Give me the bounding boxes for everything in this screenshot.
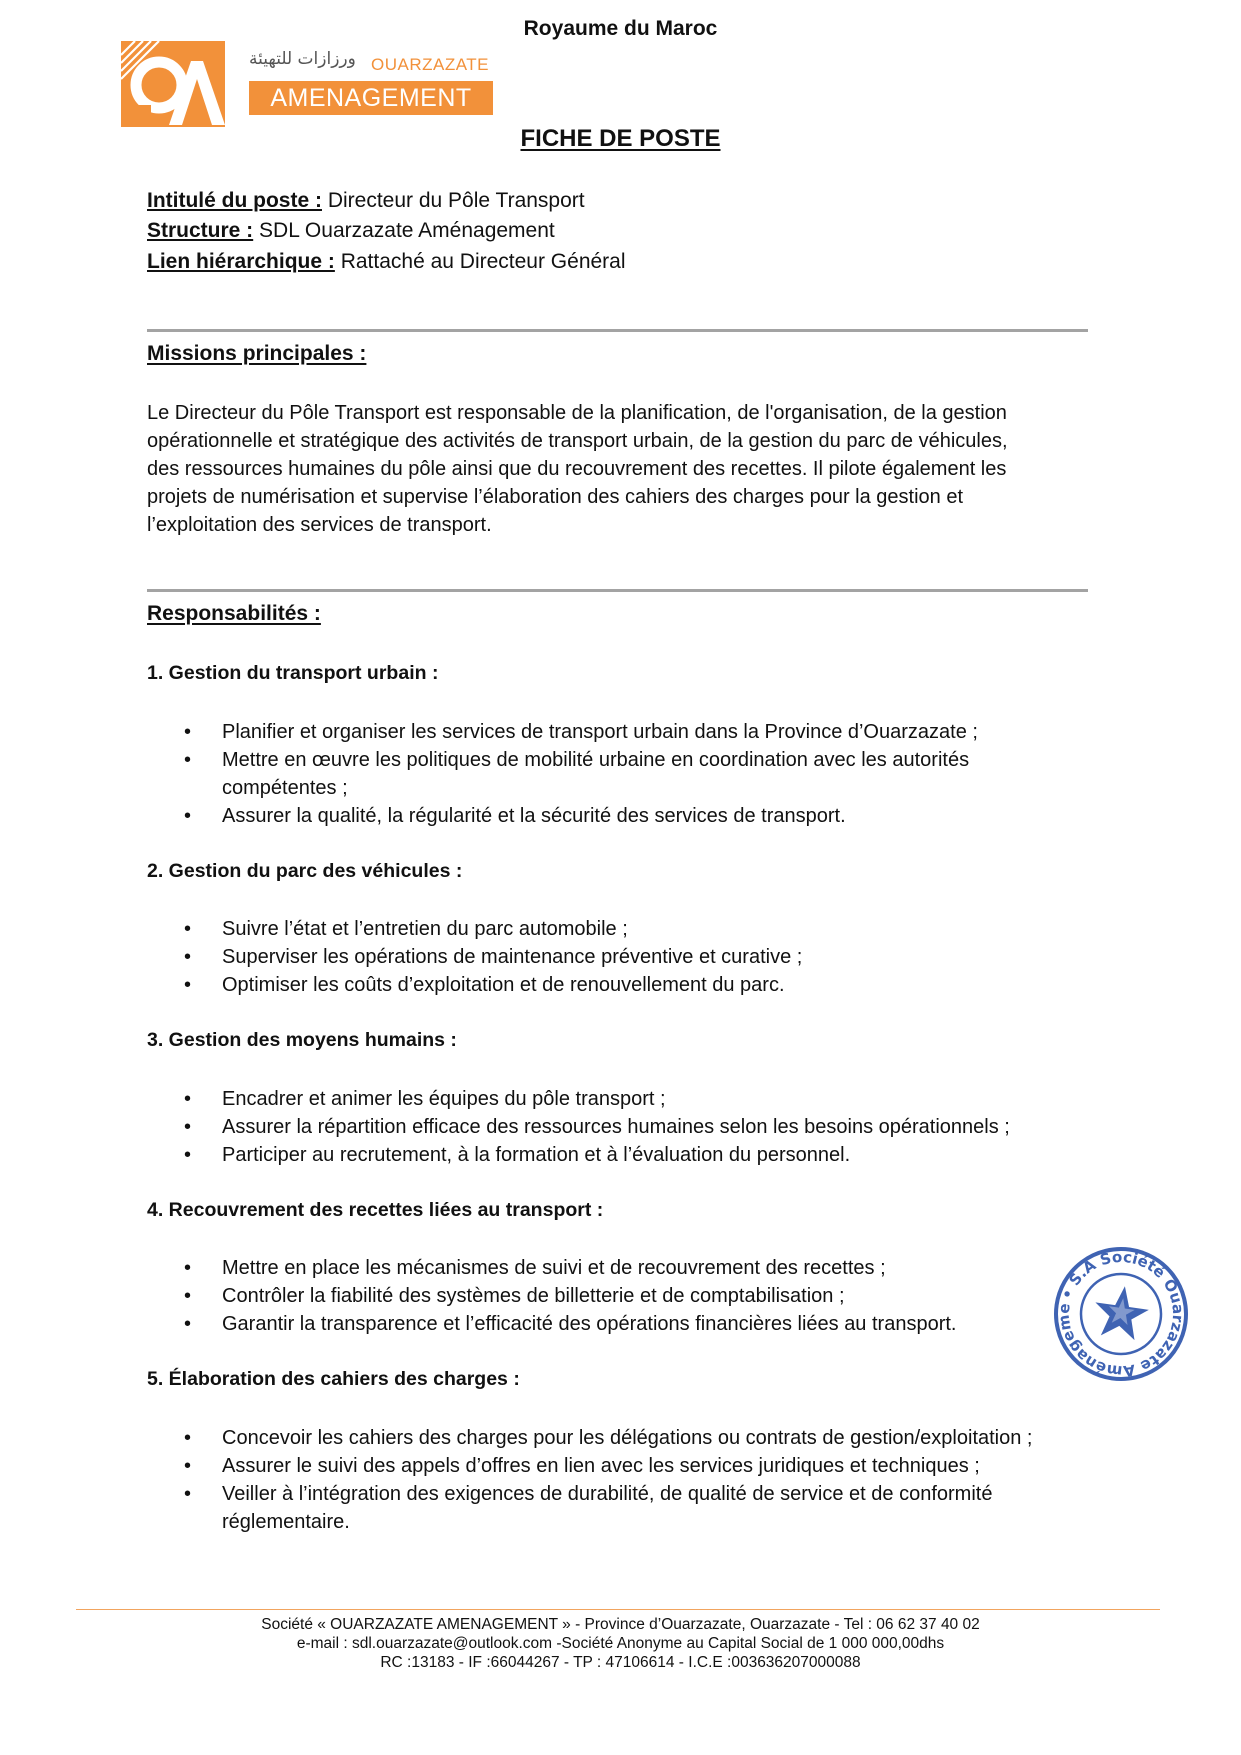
meta-label: Structure : [147,219,254,242]
list-item-line: • Assurer la qualité, la régularité et la sécurité des services de transport. [222,805,846,827]
footer-line: RC :13183 - IF :66044267 - TP : 47106614 - I.C.E :003636207000088 [380,1654,861,1671]
meta-label: Lien hiérarchique : [147,250,335,273]
logo-city-text: OUARZAZATE [371,55,490,74]
list-item [222,1113,1092,1141]
responsibility-section-title: 3. Gestion des moyens humains : [147,1029,457,1051]
footer-line: e-mail : sdl.ouarzazate@outlook.com -Société Anonyme au Capital Social de 1 000 000,00dhs [296,1635,945,1652]
list-item-line: • Assurer le suivi des appels d’offres en lien avec les services juridiques et techniques ; [222,1455,980,1477]
missions-line: l’exploitation des services de transport. [147,514,492,536]
meta-row-poste [147,189,585,213]
list-item-line: • Mettre en place les mécanismes de suivi et de recouvrement des recettes ; [222,1257,886,1279]
responsibilities-heading: Responsabilités : [147,602,321,625]
responsibility-section-title: 4. Recouvrement des recettes liées au transport : [147,1199,604,1221]
list-item-line: compétentes ; [222,777,348,799]
responsibility-section-title: 2. Gestion du parc des véhicules : [147,860,463,882]
logo-name-text: AMENAGEMENT [249,81,493,115]
list-item-line: • Contrôler la fiabilité des systèmes de billetterie et de comptabilisation ; [222,1285,845,1307]
section-divider [147,589,1088,592]
list-item [222,1141,1092,1169]
list-item [222,802,1092,830]
missions-line: projets de numérisation et supervise l’élaboration des cahiers des charges pour la gestion et [147,486,964,508]
list-item-line: • Planifier et organiser les services de transport urbain dans la Province d’Ouarzazate ; [222,721,978,743]
missions-line: des ressources humaines du pôle ainsi que du recouvrement des recettes. Il pilote également les [147,458,1007,480]
company-logo [121,41,493,127]
meta-value: Directeur du Pôle Transport [321,189,585,212]
kingdom-heading: Royaume du Maroc [523,17,718,40]
list-item [222,718,1092,746]
meta-value: SDL Ouarzazate Aménagement [253,219,555,242]
list-item [222,943,1092,971]
list-item-line: • Concevoir les cahiers des charges pour les délégations ou contrats de gestion/exploitation ; [222,1427,1033,1449]
list-item [222,1310,1092,1338]
list-item-line: • Encadrer et animer les équipes du pôle transport ; [222,1088,666,1110]
list-item-line: • Mettre en œuvre les politiques de mobilité urbaine en coordination avec les autorités [222,749,970,771]
meta-row-structure [147,219,555,243]
responsibility-section-title: 1. Gestion du transport urbain : [147,662,439,684]
list-item-line: • Superviser les opérations de maintenance préventive et curative ; [222,946,803,968]
document-title [0,125,1241,153]
company-stamp [1052,1245,1190,1383]
footer-divider [76,1609,1160,1610]
list-item [222,1254,1092,1282]
list-item [222,1282,1092,1310]
list-item [222,915,1092,943]
list-item-line: • Assurer la répartition efficace des ressources humaines selon les besoins opérationnels ; [222,1116,1010,1138]
logo-arabic-text: ورزازات للتهيئة [249,49,356,69]
meta-row-lien [147,250,626,274]
document-title-text: FICHE DE POSTE [520,125,721,152]
footer-line: Société « OUARZAZATE AMENAGEMENT » - Province d’Ouarzazate, Ouarzazate - Tel : 06 62 37 40 02 [261,1616,980,1633]
missions-line: Le Directeur du Pôle Transport est responsable de la planification, de l'organisation, de la gestion [147,402,1007,424]
list-item-line: • Optimiser les coûts d’exploitation et de renouvellement du parc. [222,974,785,996]
list-item-line: • Suivre l’état et l’entretien du parc automobile ; [222,918,628,940]
list-item [222,971,1092,999]
missions-line: opérationnelle et stratégique des activités de transport urbain, de la gestion du parc de véhicules, [147,430,1008,452]
list-item [222,1424,1092,1452]
missions-heading: Missions principales : [147,342,367,365]
list-item [222,1480,1092,1536]
list-item [222,1085,1092,1113]
list-item-line: • Veiller à l’intégration des exigences de durabilité, de qualité de service et de conformité [222,1483,993,1505]
meta-label: Intitulé du poste : [147,189,322,212]
stamp-text: • S.A Société Ouarzazate Aménagement [1054,1247,1188,1381]
list-item-line: • Garantir la transparence et l’efficacité des opérations financières liées au transport. [222,1313,957,1335]
list-item-line: réglementaire. [222,1511,350,1533]
list-item [222,746,1092,802]
section-divider [147,329,1088,332]
missions-paragraph [147,399,1087,539]
list-item [222,1452,1092,1480]
list-item-line: • Participer au recrutement, à la formation et à l’évaluation du personnel. [222,1144,851,1166]
logo-mark-icon [121,41,225,127]
responsibility-section-title: 5. Élaboration des cahiers des charges : [147,1368,520,1390]
meta-value: Rattaché au Directeur Général [334,250,626,273]
